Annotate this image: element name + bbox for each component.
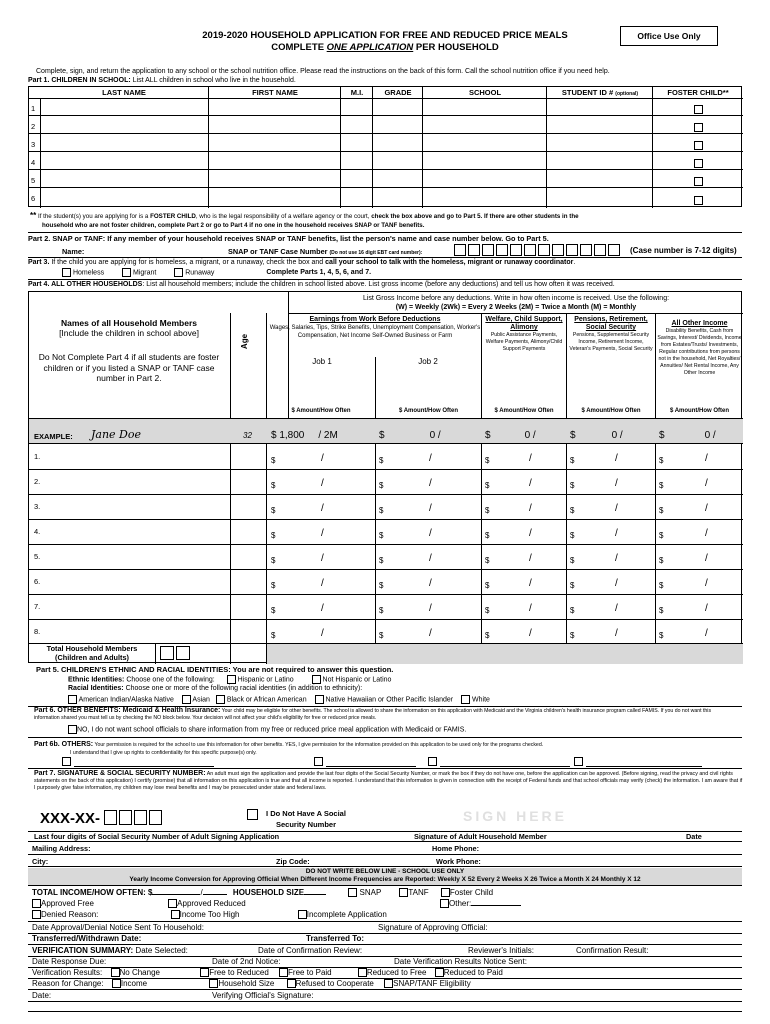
example-job2: $ 0 / — [379, 430, 441, 441]
names-subhead: [Include the children in school above] — [59, 328, 199, 338]
date-2nd-notice-label: Date of 2nd Notice: — [212, 957, 281, 966]
approved-free-checkbox[interactable] — [32, 899, 41, 908]
ethnic-line: Ethnic Identities: Choose one of the following: Hispanic or Latino Not Hispanic or Latino — [68, 676, 392, 684]
job2-dollar: $ — [379, 606, 384, 615]
part6b-understand: I understand that I give up rights to confidentiality for this specific purpose(s) only. — [70, 750, 257, 756]
job1-dollar: $ — [271, 606, 276, 615]
other-slash: / — [705, 578, 708, 589]
migrant-checkbox[interactable] — [122, 268, 131, 277]
welfare-slash: / — [529, 578, 532, 589]
amount-how-job2: $ Amount/How Often — [398, 408, 459, 414]
snap-elig-checkbox[interactable] — [384, 979, 393, 988]
job1-head: Job 1 — [312, 357, 332, 366]
pension-dollar: $ — [570, 606, 575, 615]
part4-heading: Part 4. ALL OTHER HOUSEHOLDS: List all household members; include the children in school listed above. List gross income (before any deductions) and tell us how often it was received. — [28, 281, 615, 288]
job1-dollar: $ — [271, 456, 276, 465]
welfare-dollar: $ — [485, 581, 490, 590]
job1-slash: / — [321, 503, 324, 514]
total-members-box-1[interactable] — [160, 646, 174, 660]
address-block — [28, 841, 742, 867]
work-phone-label: Work Phone: — [436, 857, 481, 866]
verification-results-row: Verification Results: No Change Free to Reduced Free to Paid Reduced to Free Reduced to Paid — [32, 968, 503, 977]
job1-dollar: $ — [271, 506, 276, 515]
other-income-sub: Disability Benefits, Cash from Savings, Interest/ Dividends, Income from Estates/Trusts/ Investments, Regular contributions from persons not in the household, Net Royalties/ Annuities/ Net Rental Income, Any Other Income — [657, 328, 742, 376]
pension-slash: / — [615, 528, 618, 539]
member-row-number: 3. — [34, 502, 41, 511]
job2-dollar: $ — [379, 631, 384, 640]
ssn-prefix: XXX-XX- — [40, 810, 101, 827]
no-change-checkbox[interactable] — [111, 968, 120, 977]
names-note: Do Not Complete Part 4 if all students are foster children or if you listed a SNAP or TANF case number in Part 2. — [38, 352, 220, 383]
member-row[interactable] — [29, 544, 743, 569]
example-pension: $ 0 / — [570, 430, 623, 441]
sign-here[interactable]: SIGN HERE — [462, 808, 567, 824]
job2-slash: / — [429, 628, 432, 639]
reduced-free-checkbox[interactable] — [358, 968, 367, 977]
job2-slash: / — [429, 453, 432, 464]
member-row-number: 1. — [34, 452, 41, 461]
american-indian-checkbox[interactable] — [68, 695, 77, 704]
ssn-label: Last four digits of Social Security Number of Adult Signing Application — [34, 832, 280, 841]
earnings-head: Earnings from Work Before Deductions — [309, 316, 441, 323]
other-dollar: $ — [659, 581, 664, 590]
office-grid — [28, 921, 742, 1012]
foster-checkbox-6[interactable] — [694, 196, 703, 205]
pensions-sub: Pensions, Supplemental Security Income, Retirement Income, Veteran's Payments, Social Security — [569, 332, 653, 352]
no-share-checkbox[interactable] — [68, 725, 77, 734]
part3-complete-note: Complete Parts 1, 4, 5, 6, and 7. — [266, 269, 372, 277]
migrant-label: Migrant — [132, 269, 157, 277]
foster-checkbox-5[interactable] — [694, 177, 703, 186]
office-banner: DO NOT WRITE BELOW LINE - SCHOOL USE ONLY Yearly Income Conversion for Approving Official When Different Income Frequencies are Reported: Weekly X 52 Every 2 Weeks X 26 Twice a Month X 24 Monthly X 12 — [28, 868, 742, 886]
job1-dollar: $ — [271, 581, 276, 590]
intro-text: Complete, sign, and return the application to any school or the school nutrition office. Please read the instructions on the back of this form. Call the school nutrition office if you need help. — [36, 68, 610, 75]
office-other-checkbox[interactable] — [440, 899, 449, 908]
part2-heading: Part 2. SNAP or TANF: If any member of your household receives SNAP or TANF benefits, list the person's name and case number below. Go to Part 5. — [28, 234, 549, 243]
part6b-heading: Part 6b. OTHERS: Your permission is required for the school to use this information for other benefits. YES, I give permission for the information provided on this application to be used only for the programs checked. — [34, 741, 544, 748]
welfare-dollar: $ — [485, 631, 490, 640]
pension-slash: / — [615, 453, 618, 464]
office-row-denied: Denied Reason: Income Too High Incomplete Application — [32, 910, 387, 919]
job2-slash: / — [429, 603, 432, 614]
member-row[interactable] — [29, 494, 743, 519]
foster-checkbox-2[interactable] — [694, 123, 703, 132]
job2-dollar: $ — [379, 456, 384, 465]
part7-text: Part 7. SIGNATURE & SOCIAL SECURITY NUMBER: An adult must sign the application and provide the last four digits of the Social Security Number, or mark the box if they do not have one, before the application can be approved. (Before signing, read the privacy and civil rights statements on the back of this application) I certify (promise) that all information on this application is true and that all income is reported. I understand that this information is given in connection with the receipt of Federal funds and that school officials may verify (check) the information. I am aware that if I purposely give false information, my children may lose meal benefits and I may be prosecuted under state and federal laws. — [34, 770, 743, 791]
job1-slash: / — [321, 453, 324, 464]
job2-dollar: $ — [379, 481, 384, 490]
hawaiian-checkbox[interactable] — [315, 695, 324, 704]
member-row[interactable] — [29, 594, 743, 619]
home-phone-label: Home Phone: — [432, 844, 480, 853]
example-label: EXAMPLE: — [34, 432, 73, 441]
foster-checkbox-3[interactable] — [694, 141, 703, 150]
pension-slash: / — [615, 478, 618, 489]
welfare-dollar: $ — [485, 506, 490, 515]
program-checkbox-1[interactable] — [62, 757, 71, 766]
job1-slash: / — [321, 603, 324, 614]
mailing-label: Mailing Address: — [32, 844, 91, 853]
part4-table — [28, 291, 742, 663]
job1-dollar: $ — [271, 556, 276, 565]
other-dollar: $ — [659, 556, 664, 565]
foster-note: ** If the student(s) you are applying for is a FOSTER CHILD, who is the legal responsibility of a welfare agency or the court, check the box above and go to Part 5. If there are other students in the household who are not foster children, complete Part 2 or go to Part 4 if no one in the household receives SNAP or TANF benefits. — [30, 211, 579, 229]
job2-slash: / — [429, 478, 432, 489]
other-dollar: $ — [659, 481, 664, 490]
part1-table — [28, 86, 742, 207]
job2-dollar: $ — [379, 581, 384, 590]
member-row-number: 6. — [34, 577, 41, 586]
case-number-boxes[interactable] — [454, 244, 620, 256]
part1-heading: Part 1. CHILDREN IN SCHOOL: List ALL children in school who live in the household. — [28, 77, 296, 84]
member-row-number: 4. — [34, 527, 41, 536]
runaway-checkbox[interactable] — [174, 268, 183, 277]
welfare-dollar: $ — [485, 531, 490, 540]
row-num-6: 6 — [31, 194, 36, 203]
job1-slash: / — [321, 578, 324, 589]
other-slash: / — [705, 553, 708, 564]
other-dollar: $ — [659, 456, 664, 465]
welfare-slash: / — [529, 528, 532, 539]
asian-checkbox[interactable] — [182, 695, 191, 704]
program-checkbox-4[interactable] — [574, 757, 583, 766]
too-high-checkbox[interactable] — [171, 910, 180, 919]
earnings-sub: Wages, Salaries, Tips, Strike Benefits, Unemployment Compensation, Worker's Compensation, Net Income Self-Owned Business or Farm — [269, 325, 481, 339]
welfare-slash: / — [529, 503, 532, 514]
pension-dollar: $ — [570, 456, 575, 465]
incomplete-checkbox[interactable] — [298, 910, 307, 919]
pensions-head: Pensions, Retirement, Social Security — [574, 316, 648, 331]
pension-slash: / — [615, 503, 618, 514]
part5-heading: Part 5. CHILDREN'S ETHNIC AND RACIAL IDENTITIES: You are not required to answer this question. — [36, 665, 394, 674]
job2-dollar: $ — [379, 531, 384, 540]
free-reduced-checkbox[interactable] — [200, 968, 209, 977]
date-verification-label: Date Verification Results Notice Sent: — [394, 957, 527, 966]
job1-dollar: $ — [271, 481, 276, 490]
names-head: Names of all Household Members — [60, 318, 198, 328]
runaway-label: Runaway — [185, 269, 215, 277]
part6-text: Part 6. OTHER BENEFITS: Medicaid & Health Insurance: Your child may be eligible for other benefits. The school is allowed to share the information on this application with Medicaid and the Virginia children's health insurance program called FAMIS. If you do not want this information shared you must tell us by checking the NO block below. Your decision will not affect your child's eligibility for free or reduced price meals. — [34, 707, 712, 721]
reason-income-checkbox[interactable] — [112, 979, 121, 988]
row-num-3: 3 — [31, 140, 36, 149]
col-student-id: STUDENT ID # (optional) — [561, 88, 639, 97]
reviewer-initials-label: Reviewer's Initials: — [468, 946, 534, 955]
example-age: 32 — [243, 431, 252, 440]
job1-dollar: $ — [271, 631, 276, 640]
member-row[interactable] — [29, 469, 743, 494]
other-slash: / — [705, 628, 708, 639]
pension-slash: / — [615, 553, 618, 564]
other-dollar: $ — [659, 506, 664, 515]
job2-slash: / — [429, 578, 432, 589]
welfare-slash: / — [529, 453, 532, 464]
other-slash: / — [705, 503, 708, 514]
example-job1: $ 1,800 / 2M — [271, 430, 338, 441]
pension-dollar: $ — [570, 506, 575, 515]
member-row-number: 5. — [34, 552, 41, 561]
part2-name-label: Name: — [62, 247, 85, 256]
member-row-number: 7. — [34, 602, 41, 611]
zip-label: Zip Code: — [276, 857, 310, 866]
transferred-label: Transferred/Withdrawn Date: — [32, 934, 142, 943]
pension-dollar: $ — [570, 581, 575, 590]
other-slash: / — [705, 453, 708, 464]
denied-checkbox[interactable] — [32, 910, 41, 919]
welfare-slash: / — [529, 478, 532, 489]
ssn-boxes[interactable] — [104, 810, 162, 825]
row-num-4: 4 — [31, 158, 36, 167]
office-date-label: Date: — [32, 991, 52, 1000]
welfare-sub: Public Assistance Payments, Welfare Payments, Alimony/Child Support Payments — [485, 332, 563, 352]
confirmation-result-label: Confirmation Result: — [576, 946, 649, 955]
reduced-paid-checkbox[interactable] — [435, 968, 444, 977]
row-num-1: 1 — [31, 104, 36, 113]
date-confirmation-label: Date of Confirmation Review: — [258, 946, 363, 955]
col-foster: FOSTER CHILD** — [667, 88, 729, 97]
welfare-slash: / — [529, 628, 532, 639]
approved-reduced-checkbox[interactable] — [168, 899, 177, 908]
other-slash: / — [705, 528, 708, 539]
member-row[interactable] — [29, 619, 743, 644]
member-row[interactable] — [29, 569, 743, 594]
col-mi: M.I. — [350, 88, 364, 97]
member-row-number: 8. — [34, 627, 41, 636]
pension-dollar: $ — [570, 531, 575, 540]
job2-slash: / — [429, 553, 432, 564]
black-checkbox[interactable] — [216, 695, 225, 704]
example-other: $ 0 / — [659, 430, 716, 441]
racial-options: American Indian/Alaska Native Asian Black or African American Native Hawaiian or Other Pacific Islander White — [68, 695, 490, 704]
signature-label: Signature of Adult Household Member — [414, 832, 547, 841]
free-paid-checkbox[interactable] — [279, 968, 288, 977]
job2-dollar: $ — [379, 556, 384, 565]
gross-income-note: List Gross Income before any deductions. Write in how often income is received. Use the following: (W) = Weekly (2Wk) = Every 2 Weeks (2M) = Twice a Month (M) = Monthly — [362, 295, 670, 311]
racial-line: Racial Identities: Choose one or more of the following racial identities (in addition to ethnicity): — [68, 685, 363, 692]
job2-slash: / — [429, 503, 432, 514]
amount-how-other: $ Amount/How Often — [669, 408, 730, 414]
part6-no: NO, I do not want school officials to share information from my free or reduced price meal application with Medicaid or FAMIS. — [68, 725, 466, 734]
member-row[interactable] — [29, 519, 743, 544]
not-hispanic-checkbox[interactable] — [312, 675, 321, 684]
refused-checkbox[interactable] — [287, 979, 296, 988]
total-members-label: Total Household Members (Children and Adults) — [46, 644, 138, 662]
other-slash: / — [705, 603, 708, 614]
pension-slash: / — [615, 603, 618, 614]
welfare-dollar: $ — [485, 456, 490, 465]
office-snap-checkbox[interactable] — [348, 888, 357, 897]
welfare-dollar: $ — [485, 556, 490, 565]
other-income-head: All Other Income — [671, 320, 728, 327]
job1-slash: / — [321, 628, 324, 639]
job1-slash: / — [321, 478, 324, 489]
approving-signature-label: Signature of Approving Official: — [378, 923, 488, 932]
age-head: Age — [240, 333, 250, 350]
row-num-2: 2 — [31, 122, 36, 131]
part3-options — [62, 268, 371, 277]
welfare-slash: / — [529, 553, 532, 564]
office-use-box: Office Use Only — [620, 26, 718, 46]
member-row-number: 2. — [34, 477, 41, 486]
welfare-dollar: $ — [485, 481, 490, 490]
amount-how-pension: $ Amount/How Often — [581, 408, 641, 414]
form-title: 2019-2020 HOUSEHOLD APPLICATION FOR FREE AND REDUCED PRICE MEALS — [202, 30, 568, 41]
other-dollar: $ — [659, 606, 664, 615]
approval-date-label: Date Approval/Denial Notice Sent To Household: — [32, 923, 204, 932]
homeless-label: Homeless — [72, 269, 105, 277]
welfare-dollar: $ — [485, 606, 490, 615]
col-grade: GRADE — [384, 88, 412, 97]
part2-case-label: SNAP or TANF Case Number (Do not use 16 digit EBT card number): — [228, 247, 423, 256]
job2-head: Job 2 — [418, 357, 438, 366]
office-other: Other: — [440, 899, 521, 908]
city-label: City: — [32, 857, 49, 866]
foster-checkbox-1[interactable] — [694, 105, 703, 114]
pension-dollar: $ — [570, 556, 575, 565]
welfare-slash: / — [529, 603, 532, 614]
verifying-signature-label: Verifying Official's Signature: — [212, 991, 314, 1000]
verification-summary: VERIFICATION SUMMARY: Date Selected: — [32, 946, 188, 955]
col-school: SCHOOL — [468, 88, 502, 97]
foster-checkbox-4[interactable] — [694, 159, 703, 168]
case-number-hint: (Case number is 7-12 digits) — [630, 246, 737, 255]
date-label: Date — [686, 832, 702, 841]
other-dollar: $ — [659, 531, 664, 540]
pension-slash: / — [615, 578, 618, 589]
program-checkbox-2[interactable] — [314, 757, 323, 766]
job1-slash: / — [321, 553, 324, 564]
total-members-box-2[interactable] — [176, 646, 190, 660]
example-name: Jane Doe — [91, 428, 142, 441]
part3-heading: Part 3. If the child you are applying for is homeless, a migrant, or a runaway, check the box and call your school to talk with the homeless, migrant or runaway coordinator. — [28, 259, 576, 266]
col-last-name: LAST NAME — [102, 88, 146, 97]
job1-dollar: $ — [271, 531, 276, 540]
office-foster-checkbox[interactable] — [441, 888, 450, 897]
pension-dollar: $ — [570, 631, 575, 640]
white-checkbox[interactable] — [461, 695, 470, 704]
pension-slash: / — [615, 628, 618, 639]
homeless-checkbox[interactable] — [62, 268, 71, 277]
other-slash: / — [705, 478, 708, 489]
col-first-name: FIRST NAME — [252, 88, 298, 97]
form-subtitle: COMPLETE ONE APPLICATION PER HOUSEHOLD — [271, 42, 499, 53]
other-dollar: $ — [659, 631, 664, 640]
job2-slash: / — [429, 528, 432, 539]
member-row[interactable] — [29, 444, 743, 469]
office-row-approved: Approved Free Approved Reduced — [32, 899, 246, 908]
reason-row: Reason for Change: Income Household Size Refused to Cooperate SNAP/TANF Eligibility — [32, 979, 471, 988]
amount-how-welfare: $ Amount/How Often — [494, 408, 554, 414]
job1-slash: / — [321, 528, 324, 539]
reason-hh-size-checkbox[interactable] — [209, 979, 218, 988]
part6b-program-lines — [62, 757, 702, 767]
amount-how-job1: $ Amount/How Often — [291, 408, 351, 414]
hispanic-checkbox[interactable] — [227, 675, 236, 684]
date-response-label: Date Response Due: — [32, 957, 107, 966]
pension-dollar: $ — [570, 481, 575, 490]
no-ssn-label: I Do Not Have A Social Security Number — [266, 809, 346, 829]
job2-dollar: $ — [379, 506, 384, 515]
row-num-5: 5 — [31, 176, 36, 185]
example-welfare: $ 0 / — [485, 430, 536, 441]
transferred-to-label: Transferred To: — [306, 934, 365, 943]
welfare-head: Welfare, Child Support, Alimony — [485, 316, 563, 331]
program-checkbox-3[interactable] — [428, 757, 437, 766]
office-row-income: TOTAL INCOME/HOW OFTEN: $ / HOUSEHOLD SIZE SNAP TANF Foster Child — [32, 888, 494, 897]
no-ssn-checkbox[interactable] — [247, 809, 258, 820]
